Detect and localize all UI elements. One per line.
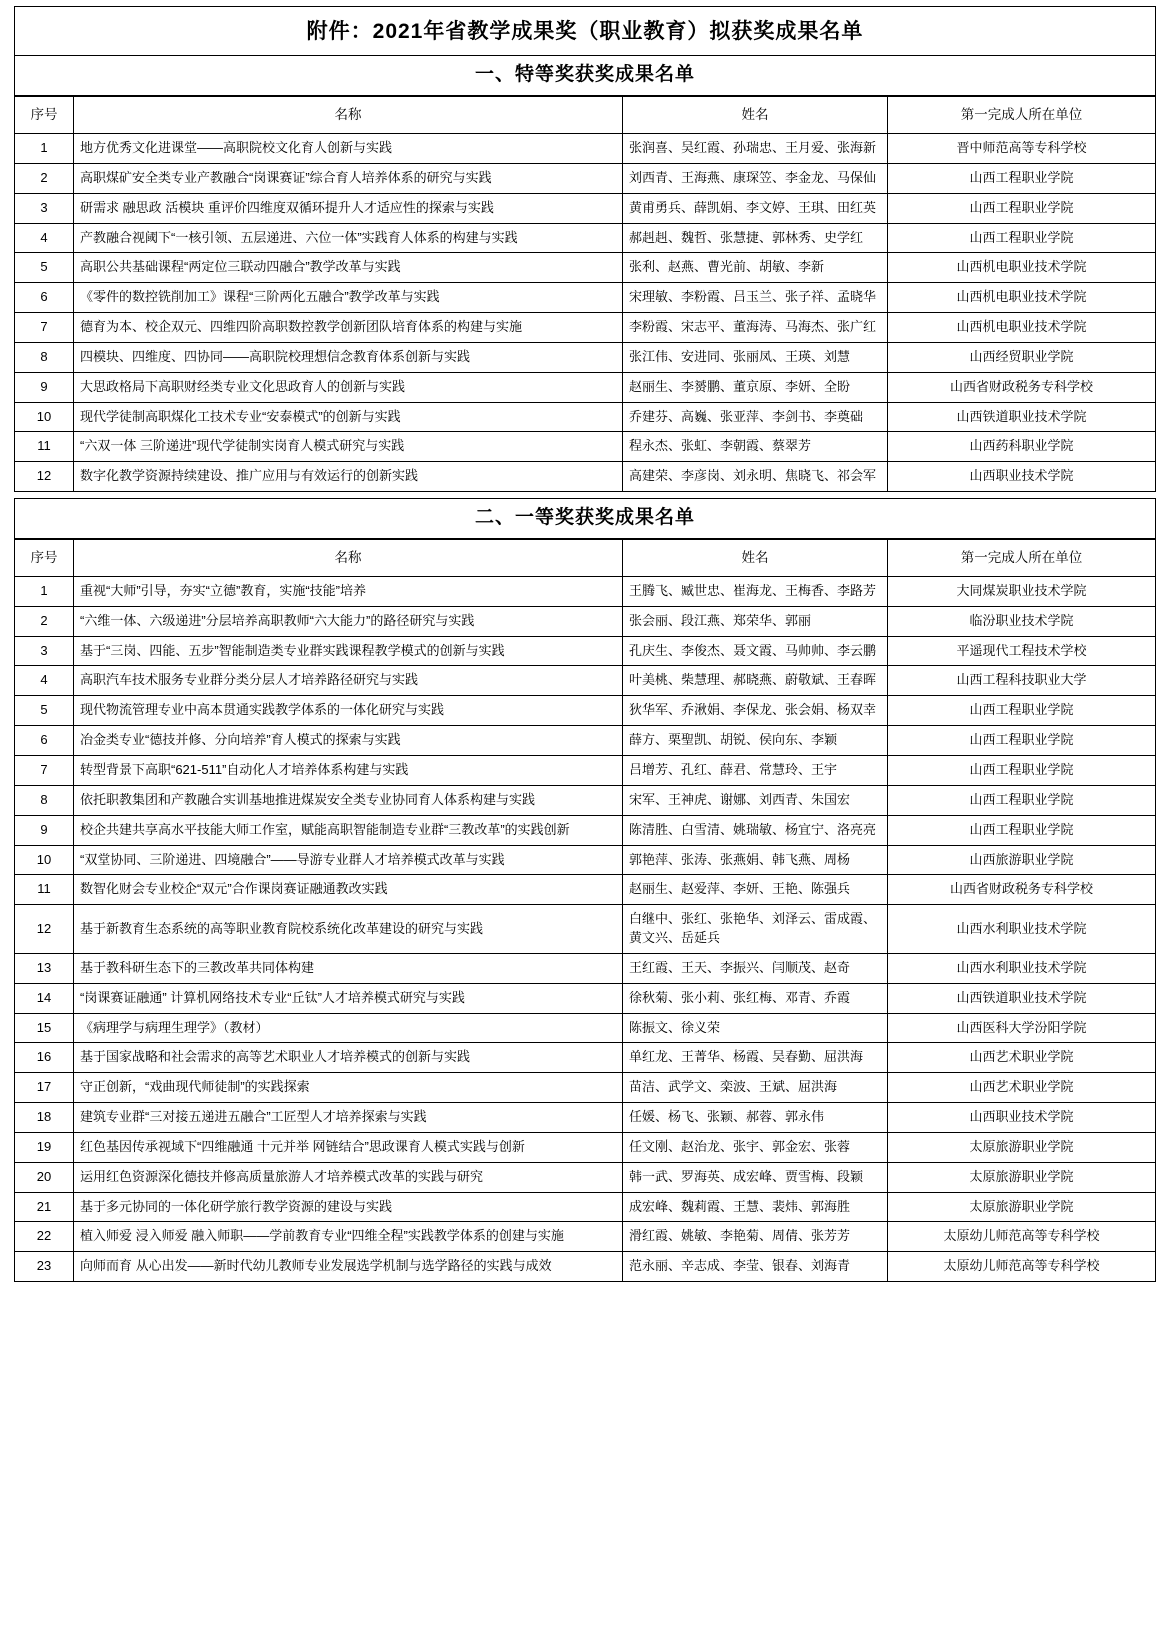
row-index: 5 [15,696,74,726]
row-achievement-name: 现代学徒制高职煤化工技术专业“安泰模式”的创新与实践 [74,402,623,432]
table-row [15,755,1156,785]
row-people: 滑红霞、姚敏、李艳菊、周倩、张芳芳 [623,1222,888,1252]
table-row [15,1222,1156,1252]
table-row [15,815,1156,845]
table-row [15,905,1156,954]
table-row [15,875,1156,905]
row-people: 任文刚、赵治龙、张宇、郭金宏、张蓉 [623,1132,888,1162]
row-organization: 山西省财政税务专科学校 [888,875,1156,905]
row-index: 6 [15,726,74,756]
row-index: 6 [15,283,74,313]
table-row [15,432,1156,462]
row-achievement-name: 重视“大师”引导，夯实“立德”教育，实施“技能”培养 [74,576,623,606]
row-people: 徐秋菊、张小莉、张红梅、邓青、乔霞 [623,983,888,1013]
row-index: 9 [15,372,74,402]
row-achievement-name: 校企共建共享高水平技能大师工作室，赋能高职智能制造专业群“三教改革”的实践创新 [74,815,623,845]
table-row [15,666,1156,696]
table-header [15,539,1156,576]
row-organization: 太原旅游职业学院 [888,1162,1156,1192]
row-achievement-name: 基于“三岗、四能、五步”智能制造类专业群实践课程教学模式的创新与实践 [74,636,623,666]
row-people: 宋理敏、李粉霞、吕玉兰、张子祥、孟晓华 [623,283,888,313]
table-row [15,372,1156,402]
row-index: 1 [15,133,74,163]
row-organization: 太原旅游职业学院 [888,1132,1156,1162]
row-organization: 太原旅游职业学院 [888,1192,1156,1222]
row-people: 郝赳赳、魏哲、张慧捷、郭林秀、史学红 [623,223,888,253]
table-row [15,606,1156,636]
row-organization: 山西省财政税务专科学校 [888,372,1156,402]
column-header-org: 第一完成人所在单位 [888,539,1156,576]
row-people: 黄甫勇兵、薛凯娟、李文婷、王琪、田红英 [623,193,888,223]
table-row [15,1043,1156,1073]
row-people: 张会丽、段江燕、郑荣华、郭丽 [623,606,888,636]
row-index: 4 [15,666,74,696]
row-people: 赵丽生、李赟鹏、董京原、李妍、全盼 [623,372,888,402]
row-achievement-name: 高职煤矿安全类专业产教融合“岗课赛证”综合育人培养体系的研究与实践 [74,163,623,193]
table-row [15,313,1156,343]
row-organization: 山西机电职业技术学院 [888,313,1156,343]
row-index: 2 [15,163,74,193]
row-people: 苗洁、武学文、栾波、王斌、屈洪海 [623,1073,888,1103]
row-achievement-name: 建筑专业群“三对接五递进五融合”工匠型人才培养探索与实践 [74,1103,623,1133]
table-row [15,342,1156,372]
row-achievement-name: 基于国家战略和社会需求的高等艺术职业人才培养模式的创新与实践 [74,1043,623,1073]
row-organization: 山西工程职业学院 [888,726,1156,756]
row-organization: 山西工程职业学院 [888,696,1156,726]
row-index: 20 [15,1162,74,1192]
row-organization: 山西艺术职业学院 [888,1043,1156,1073]
table-row [15,1252,1156,1282]
table-row [15,283,1156,313]
row-achievement-name: 依托职教集团和产教融合实训基地推进煤炭安全类专业协同育人体系构建与实践 [74,785,623,815]
table-row [15,253,1156,283]
row-achievement-name: 大思政格局下高职财经类专业文化思政育人的创新与实践 [74,372,623,402]
row-organization: 山西职业技术学院 [888,1103,1156,1133]
table-row [15,696,1156,726]
row-organization: 山西工程科技职业大学 [888,666,1156,696]
row-index: 1 [15,576,74,606]
row-index: 10 [15,845,74,875]
row-people: 陈振文、徐义荣 [623,1013,888,1043]
row-achievement-name: 研需求 融思政 活模块 重评价四维度双循环提升人才适应性的探索与实践 [74,193,623,223]
row-people: 陈清胜、白雪清、姚瑞敏、杨宜宁、洛亮亮 [623,815,888,845]
row-organization: 山西工程职业学院 [888,163,1156,193]
table-body-2 [15,576,1156,1281]
row-index: 12 [15,905,74,954]
row-organization: 山西工程职业学院 [888,223,1156,253]
row-index: 7 [15,313,74,343]
row-index: 7 [15,755,74,785]
row-people: 李粉霞、宋志平、董海涛、马海杰、张广红 [623,313,888,343]
page-title: 附件：2021年省教学成果奖（职业教育）拟获奖成果名单 [14,6,1156,55]
row-achievement-name: 地方优秀文化进课堂——高职院校文化育人创新与实践 [74,133,623,163]
row-achievement-name: 德育为本、校企双元、四维四阶高职数控教学创新团队培育体系的构建与实施 [74,313,623,343]
row-organization: 山西水利职业技术学院 [888,905,1156,954]
row-organization: 临汾职业技术学院 [888,606,1156,636]
table-row [15,133,1156,163]
row-organization: 山西艺术职业学院 [888,1073,1156,1103]
row-index: 19 [15,1132,74,1162]
row-people: 范永丽、辛志成、李莹、银春、刘海青 [623,1252,888,1282]
row-index: 23 [15,1252,74,1282]
row-people: 高建荣、李彦岗、刘永明、焦晓飞、祁会军 [623,462,888,492]
row-organization: 太原幼儿师范高等专科学校 [888,1222,1156,1252]
row-people: 薛方、栗聖凯、胡锐、侯向东、李颖 [623,726,888,756]
table-row [15,223,1156,253]
row-people: 程永杰、张虹、李朝霞、蔡翠芳 [623,432,888,462]
column-header-org: 第一完成人所在单位 [888,96,1156,133]
row-organization: 山西工程职业学院 [888,785,1156,815]
row-organization: 山西铁道职业技术学院 [888,402,1156,432]
row-people: 赵丽生、赵爱萍、李妍、王艳、陈强兵 [623,875,888,905]
row-people: 乔建芬、高巍、张亚萍、李剑书、李奠础 [623,402,888,432]
row-index: 14 [15,983,74,1013]
row-organization: 平遥现代工程技术学校 [888,636,1156,666]
award-table-first-prize [14,539,1156,1282]
table-body-1 [15,133,1156,491]
row-people: 白继中、张红、张艳华、刘泽云、雷成霞、黄文兴、岳延兵 [623,905,888,954]
row-organization: 山西工程职业学院 [888,815,1156,845]
row-index: 11 [15,432,74,462]
row-people: 孔庆生、李俊杰、聂文霞、马帅帅、李云鹏 [623,636,888,666]
row-organization: 太原幼儿师范高等专科学校 [888,1252,1156,1282]
row-organization: 山西铁道职业技术学院 [888,983,1156,1013]
row-organization: 晋中师范高等专科学校 [888,133,1156,163]
table-header-row [15,96,1156,133]
row-people: 张利、赵燕、曹光前、胡敏、李新 [623,253,888,283]
row-organization: 山西机电职业技术学院 [888,283,1156,313]
column-header-name: 名称 [74,539,623,576]
row-index: 8 [15,785,74,815]
row-index: 3 [15,636,74,666]
row-index: 18 [15,1103,74,1133]
row-index: 8 [15,342,74,372]
table-row [15,726,1156,756]
row-people: 郭艳萍、张涛、张燕娟、韩飞燕、周杨 [623,845,888,875]
row-achievement-name: “六双一体 三阶递进”现代学徒制实岗育人模式研究与实践 [74,432,623,462]
row-organization: 山西机电职业技术学院 [888,253,1156,283]
column-header-people: 姓名 [623,96,888,133]
row-achievement-name: 数字化教学资源持续建设、推广应用与有效运行的创新实践 [74,462,623,492]
table-row [15,163,1156,193]
row-index: 21 [15,1192,74,1222]
row-achievement-name: 产教融合视阈下“一核引领、五层递进、六位一体”实践育人体系的构建与实践 [74,223,623,253]
row-achievement-name: 《零件的数控铣削加工》课程“三阶两化五融合”教学改革与实践 [74,283,623,313]
row-people: 王红霞、王天、李振兴、闫顺茂、赵奇 [623,953,888,983]
row-people: 韩一武、罗海英、成宏峰、贾雪梅、段颖 [623,1162,888,1192]
row-people: 叶美桃、柴慧理、郝晓燕、蔚敬斌、王春晖 [623,666,888,696]
column-header-no: 序号 [15,96,74,133]
row-index: 5 [15,253,74,283]
table-row [15,953,1156,983]
row-achievement-name: 高职汽车技术服务专业群分类分层人才培养路径研究与实践 [74,666,623,696]
table-row [15,576,1156,606]
row-achievement-name: 植入师爱 浸入师爱 融入师职——学前教育专业“四维全程”实践教学体系的创建与实施 [74,1222,623,1252]
table-row [15,785,1156,815]
row-organization: 大同煤炭职业技术学院 [888,576,1156,606]
row-achievement-name: 守正创新，“戏曲现代师徒制”的实践探索 [74,1073,623,1103]
row-people: 宋军、王神虎、谢娜、刘西青、朱国宏 [623,785,888,815]
row-people: 狄华军、乔湫娟、李保龙、张会娟、杨双幸 [623,696,888,726]
row-achievement-name: 四模块、四维度、四协同——高职院校理想信念教育体系创新与实践 [74,342,623,372]
table-row [15,193,1156,223]
row-achievement-name: 基于教科研生态下的三教改革共同体构建 [74,953,623,983]
column-header-no: 序号 [15,539,74,576]
row-index: 17 [15,1073,74,1103]
table-row [15,462,1156,492]
table-row [15,983,1156,1013]
row-index: 2 [15,606,74,636]
table-row [15,1073,1156,1103]
row-people: 张江伟、安进同、张丽凤、王瑛、刘慧 [623,342,888,372]
row-organization: 山西水利职业技术学院 [888,953,1156,983]
table-row [15,845,1156,875]
row-achievement-name: “双堂协同、三阶递进、四境融合”——导游专业群人才培养模式改革与实践 [74,845,623,875]
row-achievement-name: 《病理学与病理生理学》（教材） [74,1013,623,1043]
row-achievement-name: 冶金类专业“德技并修、分向培养”育人模式的探索与实践 [74,726,623,756]
row-index: 10 [15,402,74,432]
row-index: 15 [15,1013,74,1043]
row-organization: 山西经贸职业学院 [888,342,1156,372]
row-achievement-name: 转型背景下高职“621-511”自动化人才培养体系构建与实践 [74,755,623,785]
section-heading-1: 一、特等奖获奖成果名单 [14,55,1156,96]
column-header-name: 名称 [74,96,623,133]
award-table-special-prize [14,96,1156,492]
row-achievement-name: 现代物流管理专业中高本贯通实践教学体系的一体化研究与实践 [74,696,623,726]
row-index: 22 [15,1222,74,1252]
row-people: 吕增芳、孔红、薛君、常慧玲、王宇 [623,755,888,785]
row-organization: 山西医科大学汾阳学院 [888,1013,1156,1043]
row-achievement-name: 基于多元协同的一体化研学旅行教学资源的建设与实践 [74,1192,623,1222]
row-achievement-name: 高职公共基础课程“两定位三联动四融合”教学改革与实践 [74,253,623,283]
row-people: 刘西青、王海燕、康琛笠、李金龙、马保仙 [623,163,888,193]
column-header-people: 姓名 [623,539,888,576]
row-achievement-name: 基于新教育生态系统的高等职业教育院校系统化改革建设的研究与实践 [74,905,623,954]
row-achievement-name: 红色基因传承视域下“四维融通 十元并举 网链结合”思政课育人模式实践与创新 [74,1132,623,1162]
row-achievement-name: 运用红色资源深化德技并修高质量旅游人才培养模式改革的实践与研究 [74,1162,623,1192]
row-people: 任媛、杨飞、张颖、郝蓉、郭永伟 [623,1103,888,1133]
row-index: 9 [15,815,74,845]
row-achievement-name: 向师而育 从心出发——新时代幼儿教师专业发展选学机制与选学路径的实践与成效 [74,1252,623,1282]
table-row [15,1132,1156,1162]
table-row [15,1103,1156,1133]
row-organization: 山西旅游职业学院 [888,845,1156,875]
row-organization: 山西工程职业学院 [888,193,1156,223]
row-organization: 山西药科职业学院 [888,432,1156,462]
row-achievement-name: 数智化财会专业校企“双元”合作课岗赛证融通教改实践 [74,875,623,905]
table-header-row [15,539,1156,576]
row-people: 成宏峰、魏莉霞、王慧、裴炜、郭海胜 [623,1192,888,1222]
row-people: 张润喜、吴红霞、孙瑞忠、王月爱、张海新 [623,133,888,163]
row-achievement-name: “岗课赛证融通” 计算机网络技术专业“丘钛”人才培养模式研究与实践 [74,983,623,1013]
table-row [15,1013,1156,1043]
row-index: 16 [15,1043,74,1073]
row-index: 3 [15,193,74,223]
row-achievement-name: “六维一体、六级递进”分层培养高职教师“六大能力”的路径研究与实践 [74,606,623,636]
section-heading-2: 二、一等奖获奖成果名单 [14,498,1156,539]
row-index: 12 [15,462,74,492]
table-row [15,402,1156,432]
table-row [15,636,1156,666]
row-organization: 山西职业技术学院 [888,462,1156,492]
table-header [15,96,1156,133]
row-organization: 山西工程职业学院 [888,755,1156,785]
row-index: 4 [15,223,74,253]
table-row [15,1192,1156,1222]
row-people: 单红龙、王菁华、杨霞、吴春勤、屈洪海 [623,1043,888,1073]
row-people: 王腾飞、臧世忠、崔海龙、王梅香、李路芳 [623,576,888,606]
row-index: 11 [15,875,74,905]
row-index: 13 [15,953,74,983]
table-row [15,1162,1156,1192]
